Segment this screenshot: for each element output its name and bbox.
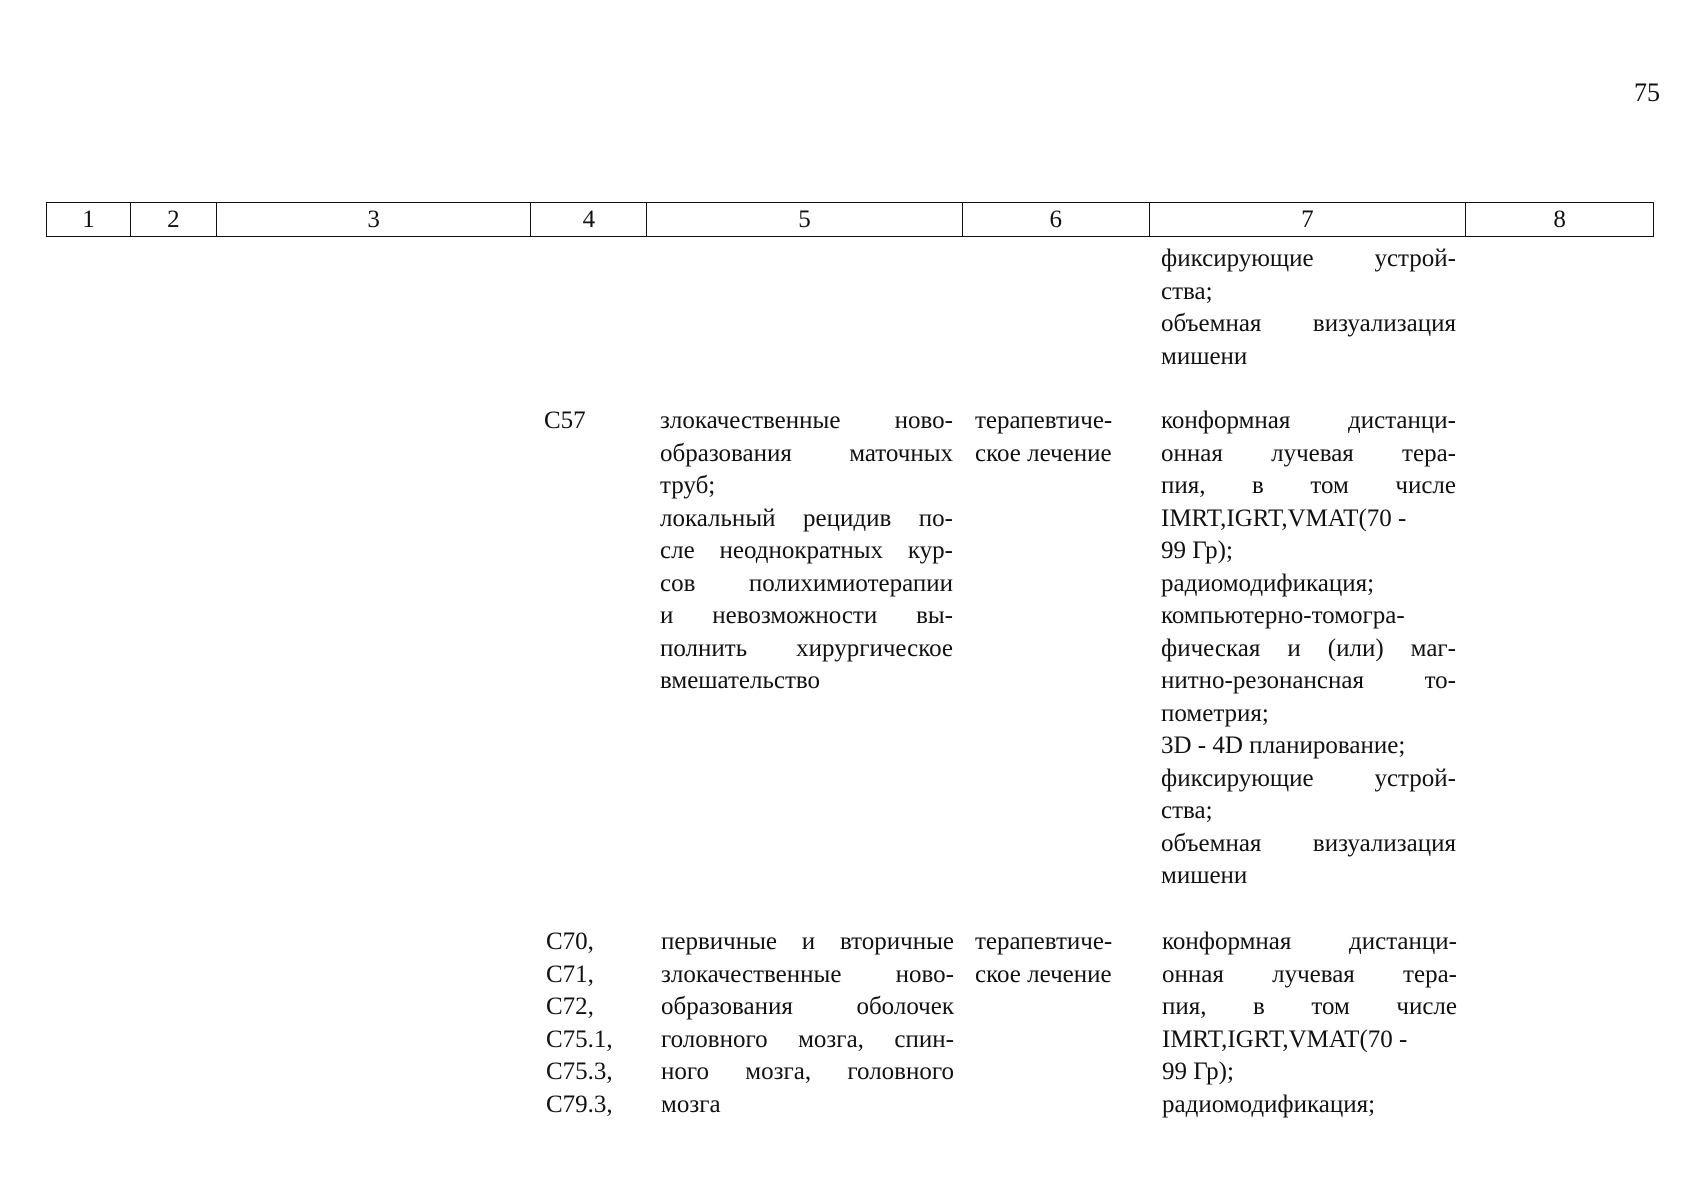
page-number: 75 bbox=[1634, 78, 1660, 107]
text-line: головного мозга, спин- bbox=[661, 1025, 954, 1053]
text-line: злокачественные ново- bbox=[660, 407, 953, 434]
text-line: онная лучевая тера- bbox=[1161, 439, 1456, 467]
header-col-4: 4 bbox=[531, 203, 647, 236]
row1-method bbox=[1161, 405, 1456, 893]
text-line: ское лечение bbox=[975, 960, 1112, 988]
text-line: пия, в том числе bbox=[1161, 472, 1456, 499]
icd-code: C79.3, bbox=[546, 1090, 613, 1118]
text-line: образования оболочек bbox=[661, 993, 954, 1020]
text-line: мозга bbox=[661, 1090, 721, 1118]
text-line: пометрия; bbox=[1161, 699, 1269, 727]
text-line: терапевтиче- bbox=[975, 407, 1113, 434]
text-line: фиксирующие устрой- bbox=[1161, 245, 1456, 272]
header-col-6: 6 bbox=[963, 203, 1150, 236]
header-col-5: 5 bbox=[647, 203, 963, 236]
header-col-7: 7 bbox=[1150, 203, 1467, 236]
text-line: сов полихимиотерапии bbox=[660, 569, 953, 597]
text-line: конформная дистанци- bbox=[1162, 928, 1457, 955]
header-col-3: 3 bbox=[217, 203, 532, 236]
text-line: компьютерно-томогра- bbox=[1161, 602, 1405, 629]
text-line: ское лечение bbox=[975, 439, 1112, 467]
header-col-2: 2 bbox=[131, 203, 217, 236]
text-line: сле неоднократных кур- bbox=[660, 537, 953, 564]
text-line: IMRT,IGRT,VMAT(70 - bbox=[1162, 1025, 1408, 1053]
text-line: онная лучевая тера- bbox=[1162, 960, 1457, 988]
text-line: ства; bbox=[1161, 277, 1213, 305]
table-header-row bbox=[46, 202, 1654, 237]
text-line: ного мозга, головного bbox=[661, 1058, 954, 1085]
row2-method bbox=[1162, 926, 1457, 1121]
text-line: IMRT,IGRT,VMAT(70 - bbox=[1161, 504, 1407, 532]
text-line: нитно-резонансная то- bbox=[1161, 667, 1456, 694]
text-line: объемная визуализация bbox=[1161, 310, 1456, 337]
text-line: ства; bbox=[1161, 797, 1213, 824]
text-line: объемная визуализация bbox=[1161, 829, 1456, 857]
text-line: радиомодификация; bbox=[1162, 1090, 1376, 1118]
row1-codes bbox=[544, 405, 644, 438]
text-line: вмешательство bbox=[660, 667, 821, 694]
text-line: злокачественные ново- bbox=[661, 960, 954, 988]
icd-code: C72, bbox=[546, 993, 594, 1020]
header-col-8: 8 bbox=[1553, 206, 1566, 233]
text-line: фиксирующие устрой- bbox=[1161, 764, 1456, 792]
text-line: терапевтиче- bbox=[975, 928, 1113, 955]
text-line: труб; bbox=[660, 472, 716, 499]
row1-treatment bbox=[975, 405, 1145, 470]
icd-code: C75.1, bbox=[546, 1025, 613, 1053]
text-line: пия, в том числе bbox=[1162, 993, 1457, 1020]
text-line: 99 Гр); bbox=[1161, 537, 1233, 564]
text-line: фическая и (или) маг- bbox=[1161, 634, 1456, 662]
text-line: и невозможности вы- bbox=[660, 602, 953, 629]
icd-code: C71, bbox=[546, 960, 594, 988]
row1-diagnosis bbox=[660, 405, 953, 698]
continuation-col7 bbox=[1161, 243, 1456, 373]
icd-code: C75.3, bbox=[546, 1058, 613, 1085]
header-col-1: 1 bbox=[47, 203, 131, 236]
text-line: мишени bbox=[1161, 862, 1248, 889]
text-line: 99 Гр); bbox=[1162, 1058, 1234, 1085]
text-line: 3D - 4D планирование; bbox=[1161, 732, 1406, 759]
text-line: конформная дистанци- bbox=[1161, 407, 1456, 434]
text-line: полнить хирургическое bbox=[660, 634, 953, 662]
text-line: локальный рецидив по- bbox=[660, 504, 953, 532]
icd-code: C57 bbox=[544, 407, 586, 434]
icd-code: C70, bbox=[546, 928, 594, 955]
text-line: образования маточных bbox=[660, 439, 953, 467]
text-line: мишени bbox=[1161, 342, 1248, 370]
text-line: первичные и вторичные bbox=[661, 928, 954, 955]
row2-diagnosis bbox=[661, 926, 954, 1121]
row2-treatment bbox=[975, 926, 1145, 991]
text-line: радиомодификация; bbox=[1161, 569, 1375, 597]
row2-codes bbox=[546, 926, 646, 1121]
